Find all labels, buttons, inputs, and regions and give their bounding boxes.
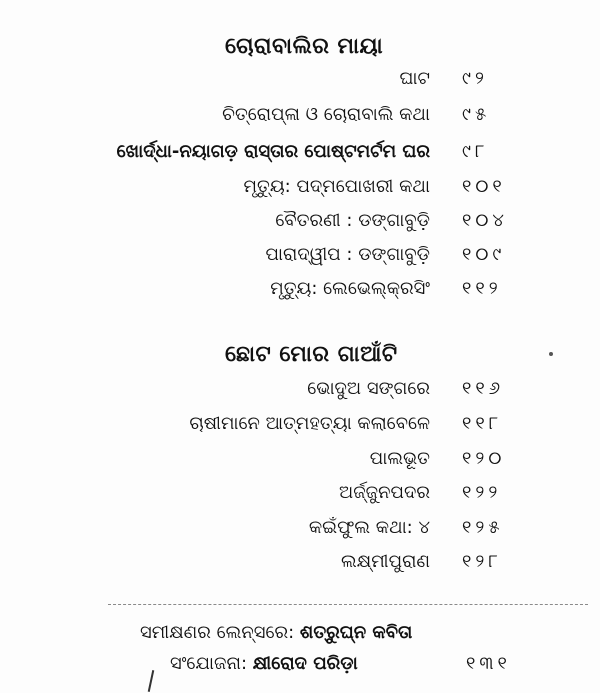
entry-title: ପାଲଭୂତ [369,448,430,469]
entry-page-number: ୯୮ [462,141,489,162]
entry-title: ଚିତ୍ରୋପ୍ଳା ଓ ଚୋରାବାଲି କଥା [222,104,430,125]
compiler-label: ସଂଯୋଜନା: [170,653,248,674]
entry-title: ଚାଷୀମାନେ ଆତ୍ମହତ୍ୟା କଲାବେଳେ [189,413,430,434]
toc-entry [0,374,600,404]
toc-entry [0,444,600,474]
entry-title: ବୈତରଣୀ : ଡଙ୍ଗାବୁଡ଼ି [275,210,430,231]
entry-page-number: ୯୫ [462,104,491,125]
entry-page-number: ୧୨୫ [462,517,504,538]
review-label: ସମୀକ୍ଷଣର ଲେନ୍‌ସରେ: [140,622,295,643]
section-heading-2: ଛୋଟ ମୋର ଗାଆଁଟି [225,342,398,367]
toc-entry [0,513,600,543]
stray-mark [549,352,553,356]
compiler-page-number: ୧୩୧ [466,653,511,674]
section-heading-1: ଚୋରାବାଲିର ମାୟା [225,34,384,59]
toc-entry [0,409,600,439]
entry-title: ଖୋର୍ଦ୍ଧା-ନୟାଗଡ଼ ରାସ୍ତାର ପୋଷ୍ଟମର୍ଟମ ଘର [116,141,430,162]
toc-entry [0,100,600,130]
toc-entry [0,240,600,270]
toc-entry [0,172,600,202]
entry-title: ଘାଟ [399,68,430,89]
entry-page-number: ୧୧୬ [462,378,505,399]
entry-page-number: ୯୨ [462,68,488,89]
compiler-name: କ୍ଷୀରୋଦ ପରିଡ଼ା [252,653,358,674]
entry-title: ପାରାଦ୍ୱୀପ : ଡଙ୍ଗାବୁଡ଼ି [265,244,430,265]
entry-title: ଲକ୍ଷ୍ମୀପୁରାଣ [341,551,430,572]
entry-page-number: ୧୧୨ [462,278,502,299]
entry-page-number: ୧୦୪ [462,210,508,231]
entry-page-number: ୧୦୯ [462,244,506,265]
toc-entry [0,64,600,94]
toc-entry [0,137,600,167]
entry-title: ମୃତ୍ୟୁ: ଲେଭେଲ୍‌କ୍ରସିଂ [270,278,430,299]
stray-pen-mark [148,670,155,692]
entry-page-number: ୧୨୮ [462,551,502,572]
toc-entry [0,274,600,304]
entry-title: କଇଁଫୁଲ କଥା: ୪ [308,517,430,538]
section-divider [108,604,588,605]
entry-page-number: ୧୦୧ [462,176,506,197]
toc-entry [0,478,600,508]
toc-entry [0,206,600,236]
entry-page-number: ୧୧୮ [462,413,503,434]
review-name: ଶତ୍ରୁଘ୍ନ କବିତା [299,622,413,643]
review-line [140,622,412,643]
entry-title: ଭୋଦୁଅ ସଙ୍ଗରେ [307,378,430,399]
entry-page-number: ୧୨୨ [462,482,502,503]
toc-entry [0,547,600,577]
entry-page-number: ୧୨୦ [462,448,506,469]
compiler-line [170,653,358,674]
entry-title: ଅର୍ଜ୍ଜୁନପଦର [339,482,430,503]
entry-title: ମୃତ୍ୟୁ: ପଦ୍ମପୋଖରୀ କଥା [243,176,430,197]
